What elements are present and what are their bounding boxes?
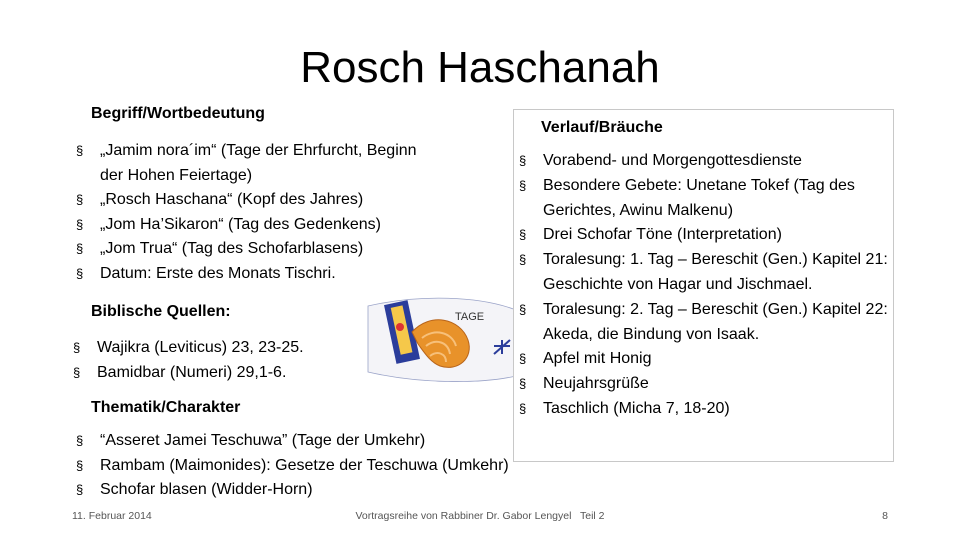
list-item: § „Jom Ha’Sikaron“ (Tag des Gedenkens) xyxy=(76,213,421,238)
list-item: § „Rosch Haschana“ (Kopf des Jahres) xyxy=(76,188,421,213)
clipart-text: TAGE xyxy=(455,311,485,323)
footer-series: Vortragsreihe von Rabbiner Dr. Gabor Lengyel Teil 2 xyxy=(355,510,605,522)
list-item: § Neujahrsgrüße xyxy=(519,372,889,397)
list-item: § Schofar blasen (Widder-Horn) xyxy=(76,478,596,503)
thematik-heading: Thematik/Charakter xyxy=(91,399,241,416)
list-item: § Toralesung: 1. Tag – Bereschit (Gen.) Kapitel 21: Geschichte von Hagar und Jischmael. xyxy=(519,248,889,298)
list-item: § “Asseret Jamei Teschuwa” (Tage der Umkehr) xyxy=(76,429,596,454)
list-item: § Apfel mit Honig xyxy=(519,347,889,372)
footer-date: 11. Februar 2014 xyxy=(72,510,152,522)
list-item: § Toralesung: 2. Tag – Bereschit (Gen.) Kapitel 22: Akeda, die Bindung von Isaak. xyxy=(519,298,889,348)
verlauf-box xyxy=(513,109,894,462)
list-item: § Besondere Gebete: Unetane Tokef (Tag des Gerichtes, Awinu Malkenu) xyxy=(519,174,889,224)
verlauf-list xyxy=(519,149,889,422)
shofar-clipart-icon xyxy=(360,292,520,387)
biblisch-heading: Biblische Quellen: xyxy=(91,303,231,320)
list-item: § „Jom Trua“ (Tag des Schofarblasens) xyxy=(76,237,421,262)
list-item: § Datum: Erste des Monats Tischri. xyxy=(76,262,421,287)
list-item: § Drei Schofar Töne (Interpretation) xyxy=(519,223,889,248)
biblisch-list xyxy=(73,336,363,385)
list-item: § Bamidbar (Numeri) 29,1-6. xyxy=(73,361,363,386)
verlauf-heading: Verlauf/Bräuche xyxy=(541,119,663,136)
slide-title: Rosch Haschanah xyxy=(300,43,660,92)
list-item: § Rambam (Maimonides): Gesetze der Teschuwa (Umkehr) xyxy=(76,454,596,479)
begriff-heading: Begriff/Wortbedeutung xyxy=(91,105,265,122)
list-item: § „Jamim nora´im“ (Tage der Ehrfurcht, Beginn der Hohen Feiertage) xyxy=(76,139,421,188)
footer-page-number: 8 xyxy=(882,510,888,522)
list-item: § Wajikra (Leviticus) 23, 23-25. xyxy=(73,336,363,361)
begriff-list xyxy=(76,139,421,286)
list-item: § Taschlich (Micha 7, 18-20) xyxy=(519,397,889,422)
list-item: § Vorabend- und Morgengottesdienste xyxy=(519,149,889,174)
